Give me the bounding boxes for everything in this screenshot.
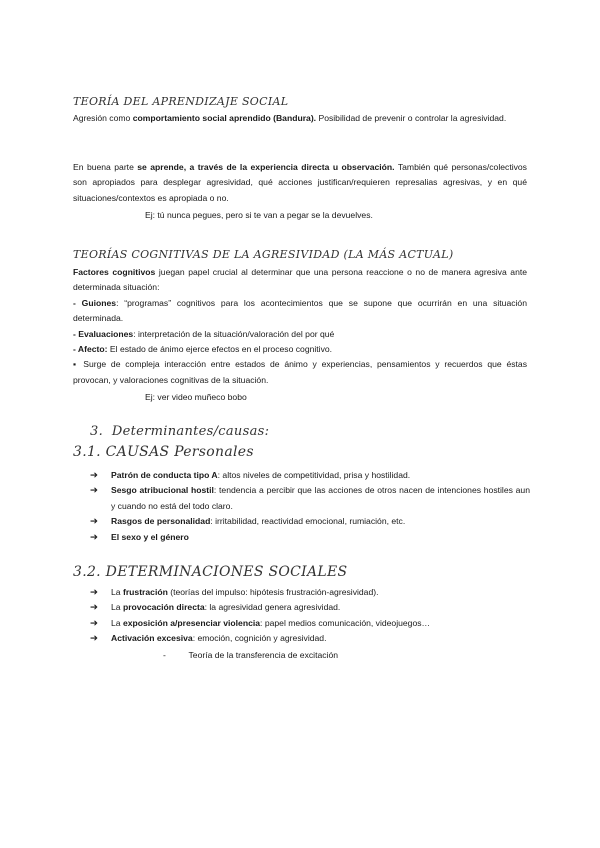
paragraph-learning (73, 160, 527, 206)
bold-text: Rasgos de personalidad (111, 516, 211, 527)
text: La (111, 602, 123, 613)
afecto-line (73, 342, 527, 357)
section-number: 3. (90, 424, 104, 439)
text: La (111, 617, 123, 628)
paragraph-cognitive (73, 265, 527, 388)
heading-personal-causes: 3.1. CAUSAS Personales (73, 444, 254, 460)
text: : la agresividad genera agresividad. (204, 602, 341, 613)
text: : papel medios comunicación, videojuegos… (260, 617, 431, 628)
arrow-icon: ➔ (90, 633, 98, 645)
list-item (90, 631, 530, 646)
arrow-icon: ➔ (90, 602, 98, 614)
text: Agresión como (73, 113, 133, 123)
text: En buena parte (73, 162, 138, 172)
text: juegan papel crucial al determinar que una persona reaccione o no de manera agresiva ante determinada situación: (73, 267, 528, 293)
bold-text: - Guiones (73, 297, 117, 308)
list-item (90, 585, 530, 600)
bold-text: provocación directa (122, 602, 205, 613)
example-1: Ej: tú nunca pegues, pero si te van a pegar se la devuelves. (145, 210, 373, 220)
list-item (90, 616, 530, 631)
text: : “programas” cognitivos para los acontecimientos que se supone que ocurrirán en una situación determinada. (73, 297, 527, 324)
bold-text: exposición a/presenciar violencia (122, 617, 261, 628)
personal-causes-list (90, 468, 530, 545)
bold-text: - Evaluaciones (73, 328, 134, 339)
text: : emoción, cognición y agresividad. (192, 633, 327, 644)
arrow-icon: ➔ (90, 470, 98, 481)
bold-text: comportamiento social aprendido (Bandura). (132, 113, 317, 123)
text: : irritabilidad, reactividad emocional, rumiación, etc. (210, 516, 406, 527)
factors-line (73, 265, 527, 296)
bold-text: - Afecto: (73, 344, 108, 355)
text: : interpretación de la situación/valoración del por qué (133, 328, 335, 339)
text: Posibilidad de prevenir o controlar la agresividad. (316, 113, 507, 123)
list-item (90, 600, 530, 615)
list-item (90, 514, 530, 529)
list-item (90, 468, 530, 483)
evaluaciones-line (73, 327, 527, 342)
bold-text: se aprende, a través de la experiencia directa u observación. (137, 162, 395, 172)
surge-line: ▪ Surge de compleja interacción entre estados de ánimo y experiencias, pensamientos y recuerdos que éstas provocan, y valoraciones cognitivas de la situación. (73, 359, 527, 385)
heading-social-determinants: 3.2. DETERMINACIONES SOCIALES (73, 564, 348, 580)
example-2: Ej: ver video muñeco bobo (145, 392, 247, 402)
bold-text: Sesgo atribucional hostil (111, 485, 214, 496)
text: : altos niveles de competitividad, prisa y hostilidad. (217, 470, 411, 480)
sub-item-excitation (163, 648, 338, 662)
sub-item-text: Teoría de la transferencia de excitación (188, 650, 339, 660)
arrow-icon: ➔ (90, 617, 98, 629)
arrow-icon: ➔ (90, 531, 98, 543)
bold-text: Patrón de conducta tipo A (111, 470, 218, 480)
bold-text: Factores cognitivos (73, 267, 156, 277)
bold-text: frustración (122, 587, 168, 597)
text: También qué personas/colectivos son apropiados para desplegar agresividad, qué acciones justifican/requieren represalias agresivas, y en qué situaciones/contextos es apropiada o no. (73, 162, 527, 203)
text: : tendencia a percibir que las acciones de otros nacen de intenciones hostiles aun y cuando no está del todo claro. (111, 485, 530, 511)
dash: - (163, 650, 166, 660)
text: El estado de ánimo ejerce efectos en el proceso cognitivo. (107, 344, 333, 355)
arrow-icon: ➔ (90, 485, 98, 497)
arrow-icon: ➔ (90, 587, 98, 598)
bold-text: El sexo y el género (111, 531, 189, 542)
guiones-line (73, 296, 527, 327)
text: (teorías del impulso: hipótesis frustración-agresividad). (167, 587, 379, 597)
section-title: Determinantes/causas: (111, 424, 270, 439)
heading-determinants (90, 424, 269, 439)
social-determinants-list (90, 585, 530, 647)
list-item (90, 530, 530, 545)
text: La (111, 587, 123, 597)
paragraph-bandura (73, 111, 527, 126)
heading-social-learning: TEORÍA DEL APRENDIZAJE SOCIAL (73, 95, 289, 108)
bold-text: Activación excesiva (111, 633, 193, 644)
arrow-icon: ➔ (90, 516, 98, 528)
heading-cognitive-theories: TEORÍAS COGNITIVAS DE LA AGRESIVIDAD (LA MÁS ACTUAL) (73, 248, 454, 261)
list-item (90, 483, 530, 514)
